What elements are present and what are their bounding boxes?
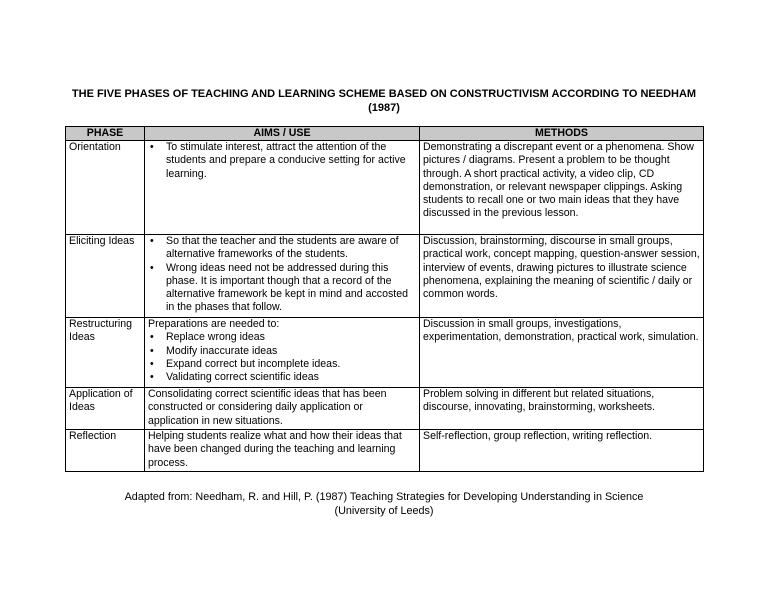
aims-item: • Replace wrong ideas xyxy=(148,331,416,344)
aims-cell: Helping students realize what and how their ideas that have been changed during the teaching and learning process. xyxy=(145,430,420,472)
aims-item: • Modify inaccurate ideas xyxy=(148,345,416,358)
aims-item: • Expand correct but incomplete ideas. xyxy=(148,358,416,371)
aims-cell xyxy=(145,235,420,318)
phase-cell: Reflection xyxy=(66,430,145,472)
phase-cell: Application of Ideas xyxy=(66,388,145,430)
aims-list xyxy=(148,141,416,181)
phase-cell: Restructuring Ideas xyxy=(66,318,145,388)
aims-intro: Preparations are needed to: xyxy=(148,318,280,330)
aims-list xyxy=(148,331,416,384)
aims-item: • Wrong ideas need not be addressed during this phase. It is important though that a record of the alternative framework be kept in mind and accosted in the phases that follow. xyxy=(148,262,416,315)
phase-cell: Orientation xyxy=(66,141,145,235)
table-row xyxy=(66,235,704,318)
methods-cell: Discussion in small groups, investigations, experimentation, demonstration, practical work, simulation. xyxy=(420,318,704,388)
methods-cell: Problem solving in different but related situations, discourse, innovating, brainstorming, worksheets. xyxy=(420,388,704,430)
methods-cell: Discussion, brainstorming, discourse in small groups, practical work, concept mapping, question-answer session, interview of events, drawing pictures to illustrate science phenomena, explaining the meaning of scientific / daily or common words. xyxy=(420,235,704,318)
phase-cell: Eliciting Ideas xyxy=(66,235,145,318)
table-row xyxy=(66,388,704,430)
document-title: THE FIVE PHASES OF TEACHING AND LEARNING SCHEME BASED ON CONSTRUCTIVISM ACCORDING TO NEEDHAM (1987) xyxy=(71,88,697,114)
methods-cell: Self-reflection, group reflection, writing reflection. xyxy=(420,430,704,472)
caption-line: (University of Leeds) xyxy=(334,504,434,517)
header-methods: METHODS xyxy=(420,127,704,141)
header-aims: AIMS / USE xyxy=(145,127,420,141)
aims-cell xyxy=(145,141,420,235)
source-caption xyxy=(60,491,708,518)
table-row xyxy=(66,141,704,235)
header-phase: PHASE xyxy=(66,127,145,141)
aims-item: • To stimulate interest, attract the attention of the students and prepare a conducive setting for active learning. xyxy=(148,141,416,181)
table-row xyxy=(66,430,704,472)
aims-cell: Consolidating correct scientific ideas that has been constructed or considering daily application or application in new situations. xyxy=(145,388,420,430)
aims-item: • So that the teacher and the students are aware of alternative frameworks of the students. xyxy=(148,235,416,262)
caption-line: Adapted from: Needham, R. and Hill, P. (1987) Teaching Strategies for Developing Understanding in Science xyxy=(124,491,644,503)
table-header-row xyxy=(66,127,704,141)
phases-table xyxy=(65,126,704,472)
aims-cell xyxy=(145,318,420,388)
aims-item: • Validating correct scientific ideas xyxy=(148,371,416,384)
table-row xyxy=(66,318,704,388)
aims-list xyxy=(148,235,416,315)
methods-cell: Demonstrating a discrepant event or a phenomena. Show pictures / diagrams. Present a problem to be thought through. A short practical activity, a video clip, CD demonstration, or relevant newspaper clippings. Asking students to recall one or two main ideas that they have discussed in the previous lesson. xyxy=(420,141,704,235)
